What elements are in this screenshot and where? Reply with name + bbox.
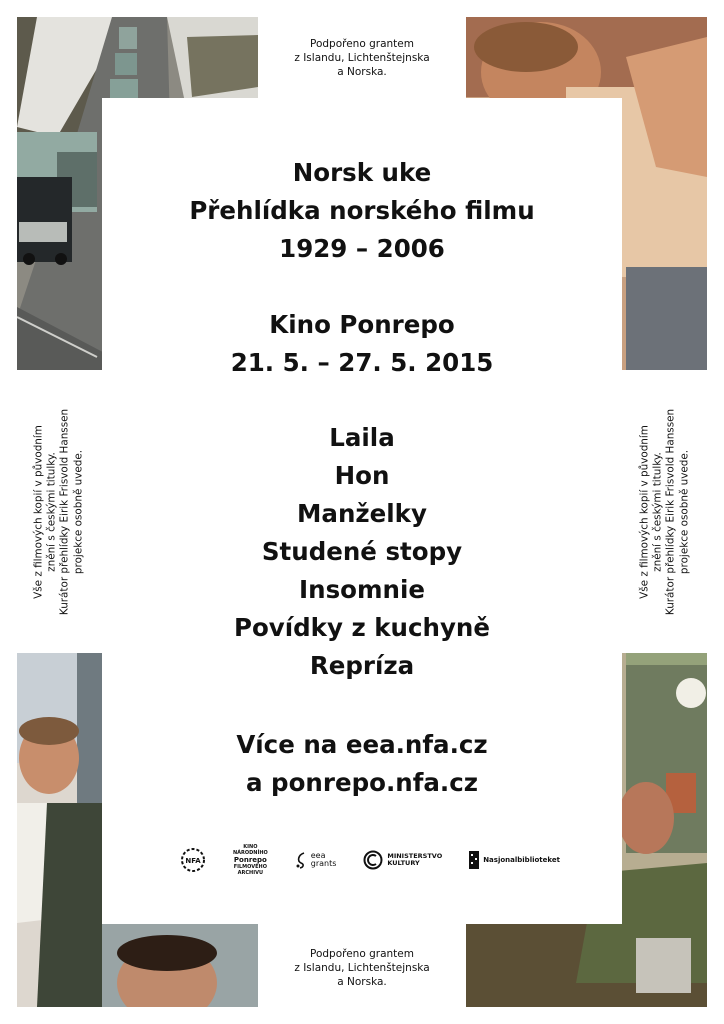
- ponrepo-logo: [233, 844, 268, 876]
- side-note-line: Vše z filmových kopií v původním: [32, 425, 45, 599]
- ponrepo-line: Ponrepo: [233, 856, 267, 864]
- nb-mark-icon: [469, 851, 479, 869]
- sponsor-logos: [180, 838, 560, 882]
- ministry-line: MINISTERSTVO: [387, 852, 443, 860]
- venue-dates: 21. 5. – 27. 5. 2015: [230, 348, 494, 377]
- film-title: Manželky: [297, 499, 427, 528]
- eea-line: eea: [310, 851, 326, 860]
- film-title: Repríza: [309, 651, 415, 680]
- venue-block: [102, 306, 622, 382]
- heading-subtitle: Přehlídka norského filmu: [189, 196, 535, 225]
- heading-title: Norsk uke: [292, 158, 432, 187]
- side-note-line: Kurátor přehlídky Eirik Frisvold Hanssen: [59, 408, 71, 616]
- grant-note-bottom: [262, 947, 462, 989]
- heading-years: 1929 – 2006: [279, 234, 445, 263]
- grant-note-top: [262, 37, 462, 79]
- ministry-mark-icon: [363, 850, 383, 870]
- grant-line: a Norska.: [337, 66, 387, 78]
- link-ponrepo[interactable]: a ponrepo.nfa.cz: [246, 768, 478, 797]
- eea-swirl-icon: [295, 851, 307, 869]
- grant-line: z Islandu, Lichtenštejnska: [294, 962, 430, 974]
- film-title: Laila: [329, 423, 395, 452]
- film-title: Studené stopy: [261, 537, 463, 566]
- side-note-line: projekce osobně uvede.: [72, 449, 85, 575]
- side-note-line: znění s českými titulky.: [45, 452, 58, 572]
- link-eea[interactable]: Více na eea.nfa.cz: [236, 730, 488, 759]
- poster-heading: [102, 154, 622, 268]
- nfa-logo: [180, 847, 206, 873]
- grant-line: Podpořeno grantem: [310, 948, 414, 960]
- nasjonalbiblioteket-logo: [469, 851, 560, 869]
- grant-line: a Norska.: [337, 976, 387, 988]
- ministry-logo: [363, 850, 442, 870]
- eea-grants-logo: [295, 851, 337, 869]
- more-info-links: [102, 726, 622, 802]
- film-title: Insomnie: [299, 575, 425, 604]
- film-title: Povídky z kuchyně: [233, 613, 490, 642]
- nb-label: Nasjonalbiblioteket: [483, 856, 560, 864]
- side-note-line: znění s českými titulky.: [651, 452, 664, 572]
- grant-line: z Islandu, Lichtenštejnska: [294, 52, 430, 64]
- side-note-line: Kurátor přehlídky Eirik Frisvold Hanssen: [665, 408, 677, 616]
- film-title: Hon: [334, 461, 390, 490]
- ponrepo-line: ARCHIVU: [237, 870, 264, 876]
- nfa-mark-icon: [180, 847, 206, 873]
- eea-line: grants: [310, 859, 337, 868]
- side-note-right: [639, 409, 692, 615]
- side-note-left: [33, 409, 86, 615]
- ministry-line: KULTURY: [387, 859, 420, 867]
- film-list: [102, 419, 622, 685]
- side-note-line: Vše z filmových kopií v původním: [638, 425, 651, 599]
- ponrepo-line: KINO: [243, 844, 258, 850]
- ponrepo-line: NÁRODNÍHO: [232, 850, 268, 856]
- venue-name: Kino Ponrepo: [269, 310, 455, 339]
- ponrepo-line: FILMOVÉHO: [233, 864, 267, 870]
- grant-line: Podpořeno grantem: [310, 38, 414, 50]
- side-note-line: projekce osobně uvede.: [678, 449, 691, 575]
- svg-text:NFA: NFA: [185, 857, 201, 865]
